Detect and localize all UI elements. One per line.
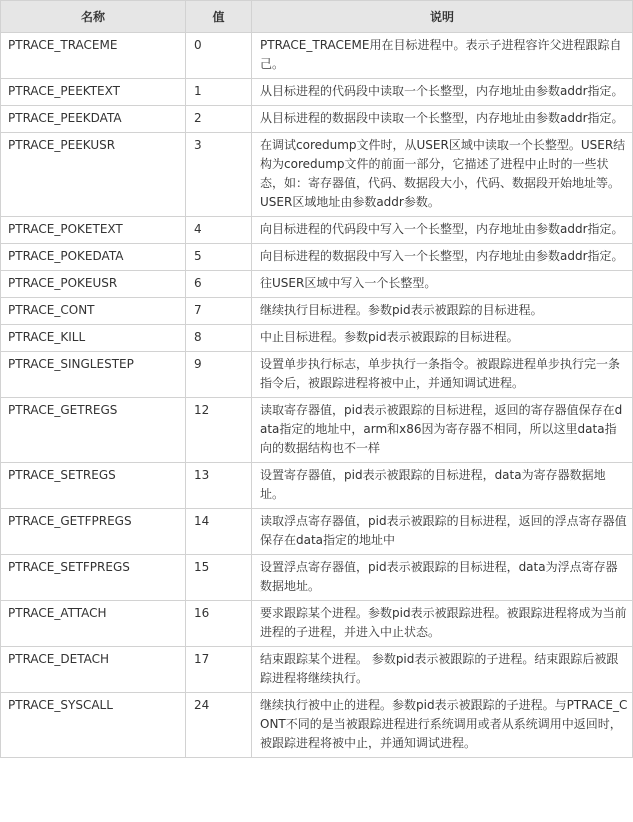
- cell-name: PTRACE_POKEUSR: [1, 271, 186, 298]
- table-row: [1, 601, 633, 647]
- table-header-row: [1, 1, 633, 33]
- cell-name: PTRACE_TRACEME: [1, 33, 186, 79]
- table-row: [1, 398, 633, 463]
- cell-value: 6: [186, 271, 252, 298]
- cell-name: PTRACE_KILL: [1, 325, 186, 352]
- cell-description: 继续执行目标进程。参数pid表示被跟踪的目标进程。: [252, 298, 633, 325]
- cell-description: PTRACE_TRACEME用在目标进程中。表示子进程容许父进程跟踪自己。: [252, 33, 633, 79]
- cell-description: 设置浮点寄存器值，pid表示被跟踪的目标进程，data为浮点寄存器数据地址。: [252, 555, 633, 601]
- cell-description: 设置单步执行标志，单步执行一条指令。被跟踪进程单步执行完一条指令后，被跟踪进程将被中止，并通知调试进程。: [252, 352, 633, 398]
- cell-description: 读取浮点寄存器值，pid表示被跟踪的目标进程，返回的浮点寄存器值保存在data指定的地址中: [252, 509, 633, 555]
- cell-value: 16: [186, 601, 252, 647]
- cell-value: 1: [186, 79, 252, 106]
- cell-description: 从目标进程的代码段中读取一个长整型，内存地址由参数addr指定。: [252, 79, 633, 106]
- cell-name: PTRACE_CONT: [1, 298, 186, 325]
- cell-name: PTRACE_PEEKUSR: [1, 133, 186, 217]
- table-row: [1, 463, 633, 509]
- cell-value: 0: [186, 33, 252, 79]
- cell-description: 中止目标进程。参数pid表示被跟踪的目标进程。: [252, 325, 633, 352]
- cell-description: 在调试coredump文件时，从USER区域中读取一个长整型。USER结构为coredump文件的前面一部分，它描述了进程中止时的一些状态，如：寄存器值，代码、数据段大小，代码、数据段开始地址等。USER区域地址由参数addr参数。: [252, 133, 633, 217]
- cell-value: 13: [186, 463, 252, 509]
- cell-value: 24: [186, 693, 252, 758]
- cell-description: 继续执行被中止的进程。参数pid表示被跟踪的子进程。与PTRACE_CONT不同的是当被跟踪进程进行系统调用或者从系统调用中返回时，被跟踪进程将被中止，并通知调试进程。: [252, 693, 633, 758]
- table-row: [1, 647, 633, 693]
- header-description: 说明: [252, 1, 633, 33]
- cell-name: PTRACE_PEEKDATA: [1, 106, 186, 133]
- cell-value: 14: [186, 509, 252, 555]
- table-row: [1, 693, 633, 758]
- table-row: [1, 298, 633, 325]
- cell-description: 向目标进程的数据段中写入一个长整型，内存地址由参数addr指定。: [252, 244, 633, 271]
- table-row: [1, 352, 633, 398]
- cell-value: 5: [186, 244, 252, 271]
- table-row: [1, 271, 633, 298]
- table-row: [1, 325, 633, 352]
- cell-name: PTRACE_GETFPREGS: [1, 509, 186, 555]
- cell-description: 要求跟踪某个进程。参数pid表示被跟踪进程。被跟踪进程将成为当前进程的子进程，并进入中止状态。: [252, 601, 633, 647]
- cell-description: 结束跟踪某个进程。 参数pid表示被跟踪的子进程。结束跟踪后被跟踪进程将继续执行。: [252, 647, 633, 693]
- cell-description: 从目标进程的数据段中读取一个长整型，内存地址由参数addr指定。: [252, 106, 633, 133]
- cell-value: 12: [186, 398, 252, 463]
- cell-name: PTRACE_SINGLESTEP: [1, 352, 186, 398]
- header-name: 名称: [1, 1, 186, 33]
- cell-name: PTRACE_GETREGS: [1, 398, 186, 463]
- cell-name: PTRACE_POKEDATA: [1, 244, 186, 271]
- cell-value: 8: [186, 325, 252, 352]
- table-row: [1, 555, 633, 601]
- cell-description: 往USER区域中写入一个长整型。: [252, 271, 633, 298]
- cell-description: 向目标进程的代码段中写入一个长整型，内存地址由参数addr指定。: [252, 217, 633, 244]
- table-row: [1, 509, 633, 555]
- table-row: [1, 217, 633, 244]
- cell-name: PTRACE_POKETEXT: [1, 217, 186, 244]
- cell-value: 7: [186, 298, 252, 325]
- cell-description: 读取寄存器值，pid表示被跟踪的目标进程，返回的寄存器值保存在data指定的地址中，arm和x86因为寄存器不相同，所以这里data指向的数据结构也不一样: [252, 398, 633, 463]
- cell-name: PTRACE_PEEKTEXT: [1, 79, 186, 106]
- table-row: [1, 33, 633, 79]
- table-row: [1, 133, 633, 217]
- cell-name: PTRACE_DETACH: [1, 647, 186, 693]
- header-value: 值: [186, 1, 252, 33]
- cell-name: PTRACE_SETREGS: [1, 463, 186, 509]
- cell-name: PTRACE_SYSCALL: [1, 693, 186, 758]
- table-row: [1, 106, 633, 133]
- cell-value: 9: [186, 352, 252, 398]
- cell-name: PTRACE_ATTACH: [1, 601, 186, 647]
- cell-value: 17: [186, 647, 252, 693]
- cell-name: PTRACE_SETFPREGS: [1, 555, 186, 601]
- cell-value: 4: [186, 217, 252, 244]
- table-row: [1, 79, 633, 106]
- cell-description: 设置寄存器值，pid表示被跟踪的目标进程，data为寄存器数据地址。: [252, 463, 633, 509]
- cell-value: 2: [186, 106, 252, 133]
- table-row: [1, 244, 633, 271]
- cell-value: 3: [186, 133, 252, 217]
- cell-value: 15: [186, 555, 252, 601]
